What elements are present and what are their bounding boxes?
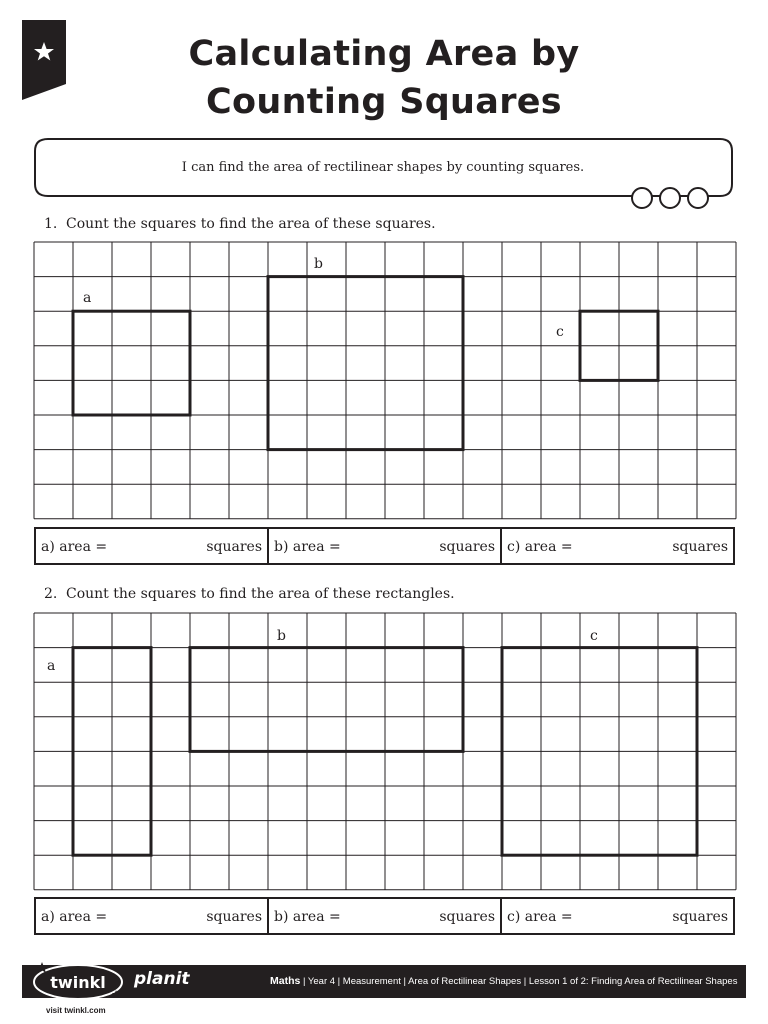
shape-label-b: b: [277, 628, 286, 644]
answer-cell-a[interactable]: [36, 529, 267, 563]
progress-circle-icon: [660, 188, 680, 208]
visit-link[interactable]: visit twinkl.com: [46, 1006, 106, 1015]
shape-label-a: a: [47, 658, 56, 674]
question-2: [44, 586, 455, 602]
footer-info: [270, 975, 737, 987]
answer-unit: squares: [672, 909, 728, 925]
answer-cell-c[interactable]: [500, 529, 733, 563]
question-number: 2.: [44, 586, 58, 602]
twinkl-logo[interactable]: [30, 960, 126, 1004]
question-number: 1.: [44, 216, 58, 232]
answer-label: b) area =: [274, 539, 341, 555]
answer-unit: squares: [672, 539, 728, 555]
svg-text:twinkl: twinkl: [50, 973, 106, 992]
question-text: Count the squares to find the area of these squares.: [66, 216, 436, 232]
question-1: [44, 216, 436, 232]
answer-cell-b[interactable]: [267, 529, 500, 563]
answer-unit: squares: [206, 539, 262, 555]
footer-details: | Year 4 | Measurement | Area of Rectilinear Shapes | Lesson 1 of 2: Finding Area of Rectilinear Shapes: [300, 976, 738, 987]
page-title-line-2: Counting Squares: [206, 82, 562, 122]
answer-cell-c[interactable]: [500, 899, 733, 933]
grid-2: [33, 612, 737, 892]
answer-cell-a[interactable]: [36, 899, 267, 933]
shape-b-rectangle: [190, 648, 463, 752]
page-title-line-1: Calculating Area by: [188, 34, 580, 74]
progress-circle-icon: [632, 188, 652, 208]
answer-label: c) area =: [507, 539, 573, 555]
answer-label: c) area =: [507, 909, 573, 925]
shape-label-b: b: [314, 256, 323, 272]
progress-circle-icon: [688, 188, 708, 208]
answer-row-2: [34, 897, 735, 935]
footer-subject: Maths: [270, 975, 301, 987]
answer-unit: squares: [439, 539, 495, 555]
shape-label-c: c: [590, 628, 598, 644]
shape-label-c: c: [556, 324, 564, 340]
answer-unit: squares: [206, 909, 262, 925]
question-text: Count the squares to find the area of these rectangles.: [66, 586, 455, 602]
grid-1: [33, 241, 737, 521]
answer-label: a) area =: [41, 909, 108, 925]
learning-objective: I can find the area of rectilinear shapes by counting squares.: [181, 160, 585, 175]
answer-unit: squares: [439, 909, 495, 925]
answer-cell-b[interactable]: [267, 899, 500, 933]
answer-label: a) area =: [41, 539, 108, 555]
shape-label-a: a: [83, 290, 92, 306]
planit-logo: planit: [134, 969, 190, 989]
answer-label: b) area =: [274, 909, 341, 925]
shape-a-square: [73, 311, 190, 415]
shape-b-square: [268, 277, 463, 450]
answer-row-1: [34, 527, 735, 565]
